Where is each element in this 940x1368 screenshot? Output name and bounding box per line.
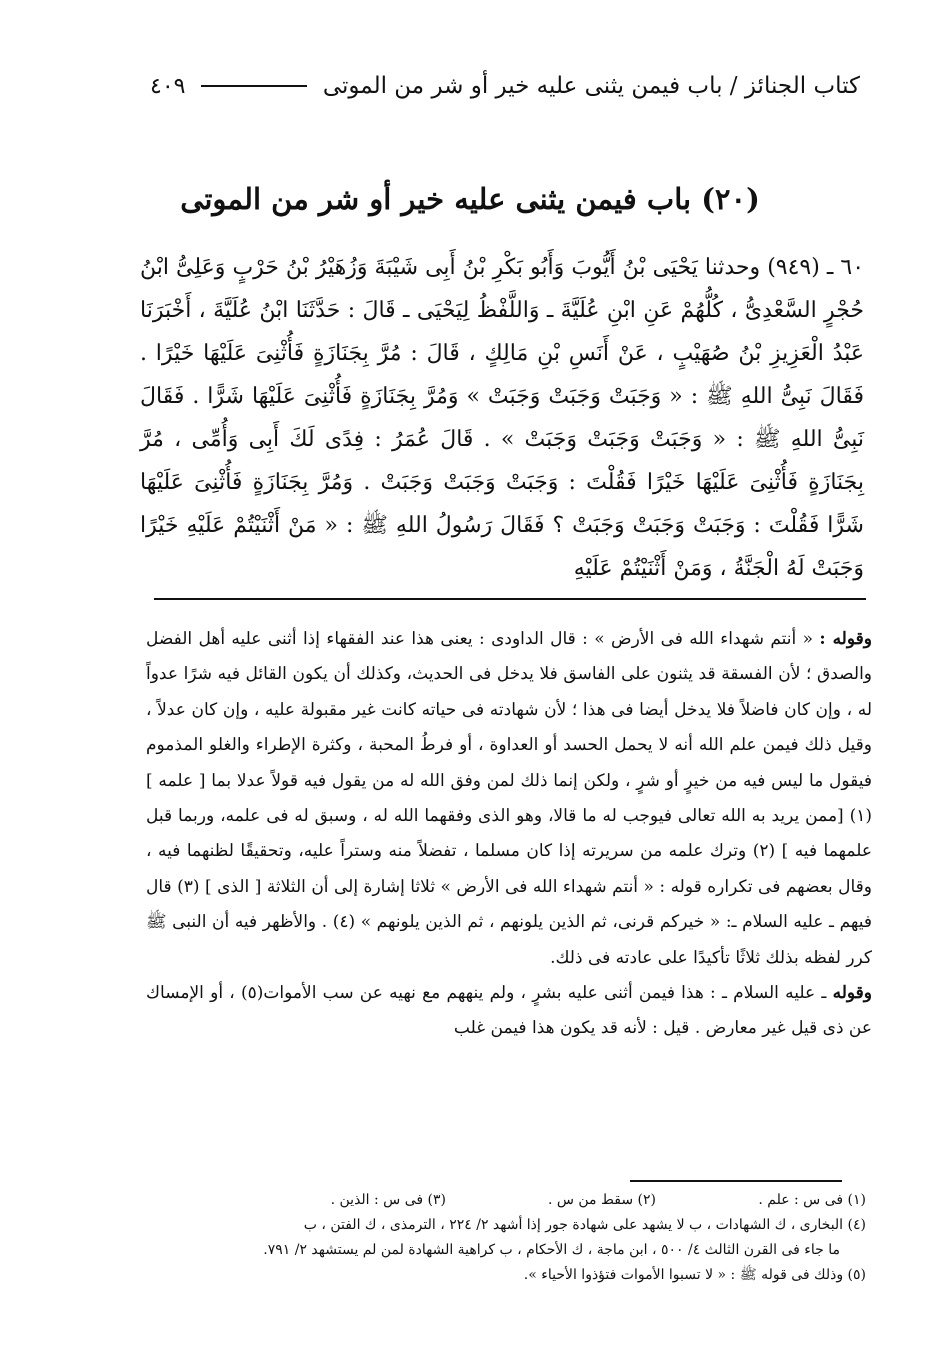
footnote-4: (٤) البخارى ، ك الشهادات ، ب لا يشهد على شهادة جور إذا أشهد ٢/ ٢٢٤ ، الترمذى ، ك الفتن ، ب	[303, 1217, 866, 1233]
page-number: ٤٠٩	[150, 73, 186, 99]
running-title: كتاب الجنائز / باب فيمن يثنى عليه خير أو شر من الموتى	[322, 73, 860, 99]
commentary-text: ـ عليه السلام ـ : هذا فيمن أثنى عليه بشرٍ ، ولم ينههم مع نهيه عن سب الأموات(٥) ، أو الإمساك عن ذى قيل غير معارض . قيل : لأنه قد يكون هذا فيمن غلب	[146, 983, 872, 1039]
section-divider	[154, 598, 866, 600]
header-rule	[201, 85, 306, 87]
commentary-lead: وقوله :	[819, 629, 872, 649]
commentary-lead: وقوله	[832, 983, 872, 1004]
chapter-title: (٢٠) باب فيمن يثنى عليه خير أو شر من الموتى	[180, 182, 760, 216]
footnote-5: (٥) وذلك فى قوله ﷺ : « لا تسبوا الأموات فتؤذوا الأحياء ».	[523, 1267, 866, 1283]
running-header	[150, 66, 860, 106]
footnote-3: (٣) فى س : الذين .	[330, 1192, 446, 1208]
footnote-1: (١) فى س : علم .	[758, 1192, 866, 1208]
footnotes	[140, 1188, 866, 1288]
commentary-paragraph	[146, 976, 872, 1047]
commentary	[146, 622, 872, 1047]
footnote-4-continuation: ما جاء فى القرن الثالث ٤/ ٥٠٠ ، ابن ماجة ، ك الأحكام ، ب كراهية الشهادة لمن لم يستشهد ٢/ ٧٩١.	[263, 1242, 840, 1258]
commentary-paragraph	[146, 622, 872, 976]
footnote-row	[140, 1188, 866, 1213]
footnote-divider	[630, 1180, 842, 1182]
hadith-text: ٦٠ ـ (٩٤٩) وحدثنا يَحْيَى بْنُ أَيُّوبَ وَأَبُو بَكْرِ بْنُ أَبِى شَيْبَةَ وَزُهَيْرُ بْنُ حَرْبٍ وَعَلِىُّ ابْنُ حُجْرٍ السَّعْدِىُّ ، كُلُّهُمْ عَنِ ابْنِ عُلَيَّةَ ـ وَاللَّفْظُ لِيَحْيَى ـ قَالَ : حَدَّثَنَا ابْنُ عُلَيَّةَ ، أَخْبَرَنَا عَبْدُ الْعَزِيزِ بْنُ صُهَيْبٍ ، عَنْ أَنَسِ بْنِ مَالِكٍ ، قَالَ : مُرَّ بِجَنَازَةٍ فَأُثْنِىَ عَلَيْهَا خَيْرًا . فَقَالَ نَبِىُّ اللهِ ﷺ : « وَجَبَتْ وَجَبَتْ وَجَبَتْ » وَمُرَّ بِجَنَازَةٍ فَأُثْنِىَ عَلَيْهَا شَرًّا . فَقَالَ نَبِىُّ اللهِ ﷺ : « وَجَبَتْ وَجَبَتْ وَجَبَتْ » . قَالَ عُمَرُ : فِدًى لَكَ أَبِى وَأُمِّى ، مُرَّ بِجَنَازَةٍ فَأُثْنِىَ عَلَيْهَا خَيْرًا فَقُلْتَ : وَجَبَتْ وَجَبَتْ وَجَبَتْ . وَمُرَّ بِجَنَازَةٍ فَأُثْنِىَ عَلَيْهَا شَرًّا فَقُلْتَ : وَجَبَتْ وَجَبَتْ وَجَبَتْ ؟ فَقَالَ رَسُولُ اللهِ ﷺ : « مَنْ أَثْنَيْتُمْ عَلَيْهِ خَيْرًا وَجَبَتْ لَهُ الْجَنَّةُ ، وَمَنْ أَثْنَيْتُمْ عَلَيْهِ	[140, 255, 865, 581]
footnote-2: (٢) سقط من س .	[547, 1192, 656, 1208]
commentary-text: « أنتم شهداء الله فى الأرض » : قال الداودى : يعنى هذا عند الفقهاء إذا أثنى عليه أهل الفضل والصدق ؛ لأن الفسقة قد يثنون على الفاسق فلا يدخل فى الحديث، وكذلك أن يكون القائل فيه شرًا عدواً له ، وإن كان فاضلاً فلا يدخل أيضا فى هذا ؛ لأن شهادته فى حياته كانت غير مقبولة عليه ، وإن كان عدلاً ، وقيل ذلك فيمن علم الله أنه لا يحمل الحسد أو العداوة ، أو فرطُ المحبة ، وكثرة الإطراء والغلو المذموم فيقول ما ليس فيه من خيرٍ أو شرٍ ، ولكن إنما ذلك لمن وفق الله له من يقول فيه قولاً عدلا بما [ علمه ] (١) [ممن يريد به الله تعالى فيوجب له ما قالا، وهو الذى وفقهما الله له ، وسبق له فى علمه، وربما قبل علمهما فيه ] (٢) وترك علمه من سريرته إذا كان مسلما ، تفضلاً منه وستراً عليه، وتحقيقًا لظنهما فيه ، وقال بعضهم فى تكراره قوله : « أنتم شهداء الله فى الأرض » ثلاثا إشارة إلى أن الثلاثة [ الذى ] (٣) قال فيهم ـ عليه السلام ـ: « خيركم قرنى، ثم الذين يلونهم ، ثم الذين يلونهم » (٤) . والأظهر فيه أن النبى ﷺ كرر لفظه بذلك ثلاثًا تأكيدًا على عادته فى ذلك.	[146, 629, 872, 968]
